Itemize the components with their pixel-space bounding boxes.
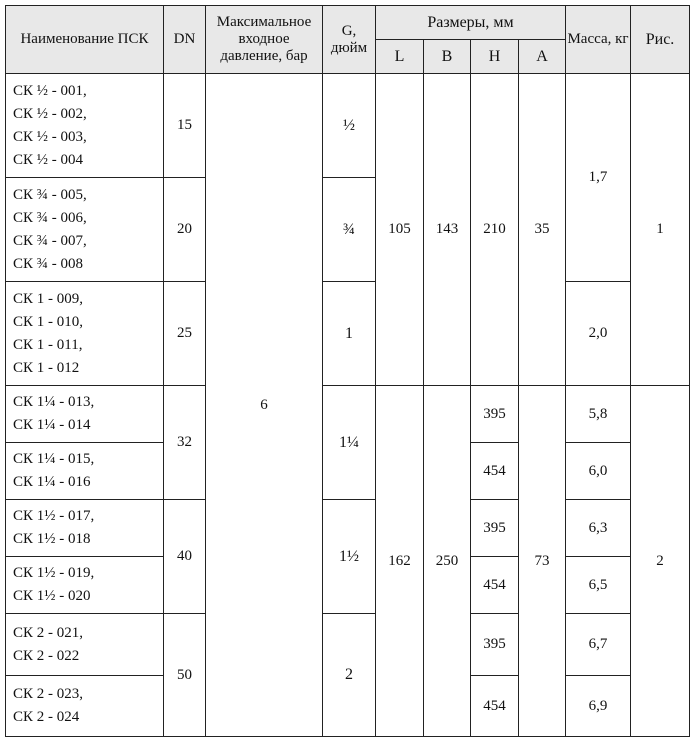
row-name bbox=[6, 614, 164, 676]
header-pressure: Максимальное входное давление, бар bbox=[206, 6, 323, 74]
psk-spec-table bbox=[5, 5, 690, 737]
name-line: СК 1 - 011, bbox=[13, 336, 83, 353]
h-cell: 454 bbox=[471, 443, 519, 500]
name-line: СК ¾ - 008 bbox=[13, 255, 84, 272]
name-line: СК 1¼ - 013, bbox=[13, 394, 95, 410]
dn-cell: 25 bbox=[164, 282, 206, 386]
mass-cell: 6,7 bbox=[566, 614, 631, 676]
header-mass: Масса, кг bbox=[566, 6, 631, 74]
name-line: СК 2 - 022 bbox=[13, 647, 80, 664]
header-b: B bbox=[424, 40, 471, 74]
dn-cell: 15 bbox=[164, 74, 206, 178]
header-name: Наименование ПСК bbox=[6, 6, 164, 74]
g-cell: 2 bbox=[323, 614, 376, 737]
h-cell: 395 bbox=[471, 386, 519, 443]
h-cell: 454 bbox=[471, 557, 519, 614]
row-name bbox=[6, 282, 164, 386]
fig-cell: 1 bbox=[631, 74, 690, 386]
g-cell: ½ bbox=[323, 74, 376, 178]
h-cell: 454 bbox=[471, 676, 519, 737]
name-line: СК 1½ - 020 bbox=[13, 588, 91, 604]
row-name bbox=[6, 500, 164, 557]
name-line: СК 1½ - 017, bbox=[13, 508, 95, 524]
mass-cell: 6,3 bbox=[566, 500, 631, 557]
dn-cell: 32 bbox=[164, 386, 206, 500]
l-cell: 162 bbox=[376, 386, 424, 737]
g-cell: 1¼ bbox=[323, 386, 376, 500]
mass-cell: 6,9 bbox=[566, 676, 631, 737]
header-h: H bbox=[471, 40, 519, 74]
header-sizes: Размеры, мм bbox=[376, 6, 566, 40]
row-name bbox=[6, 443, 164, 500]
a-cell: 73 bbox=[519, 386, 566, 737]
row-name bbox=[6, 386, 164, 443]
fig-cell: 2 bbox=[631, 386, 690, 737]
name-line: СК 1¼ - 016 bbox=[13, 474, 91, 490]
name-line: СК ¾ - 006, bbox=[13, 209, 87, 226]
g-cell: 1½ bbox=[323, 500, 376, 614]
b-cell: 250 bbox=[424, 386, 471, 737]
row-name bbox=[6, 676, 164, 737]
name-line: СК 1½ - 019, bbox=[13, 565, 95, 581]
mass-cell: 2,0 bbox=[566, 282, 631, 386]
h-cell: 210 bbox=[471, 74, 519, 386]
g-cell: 1 bbox=[323, 282, 376, 386]
row-name bbox=[6, 178, 164, 282]
b-cell: 143 bbox=[424, 74, 471, 386]
mass-cell: 6,5 bbox=[566, 557, 631, 614]
name-line: СК 2 - 024 bbox=[13, 709, 80, 725]
a-cell: 35 bbox=[519, 74, 566, 386]
name-line: СК 1 - 009, bbox=[13, 290, 84, 307]
header-fig: Рис. bbox=[631, 6, 690, 74]
pressure-cell: 6 bbox=[206, 74, 323, 737]
name-line: СК ½ - 003, bbox=[13, 128, 87, 145]
l-cell: 105 bbox=[376, 74, 424, 386]
g-cell: ¾ bbox=[323, 178, 376, 282]
dn-cell: 40 bbox=[164, 500, 206, 614]
h-cell: 395 bbox=[471, 500, 519, 557]
name-line: СК 1½ - 018 bbox=[13, 531, 91, 547]
name-line: СК ¾ - 005, bbox=[13, 186, 87, 203]
mass-cell: 6,0 bbox=[566, 443, 631, 500]
name-line: СК ½ - 004 bbox=[13, 151, 84, 168]
header-a: A bbox=[519, 40, 566, 74]
dn-cell: 20 bbox=[164, 178, 206, 282]
name-line: СК 1 - 010, bbox=[13, 313, 84, 330]
name-line: СК ¾ - 007, bbox=[13, 232, 87, 249]
header-l: L bbox=[376, 40, 424, 74]
name-line: СК 2 - 023, bbox=[13, 686, 84, 702]
row-name bbox=[6, 74, 164, 178]
name-line: СК ½ - 002, bbox=[13, 105, 87, 122]
name-line: СК 1¼ - 015, bbox=[13, 451, 95, 467]
mass-cell: 1,7 bbox=[566, 74, 631, 282]
name-line: СК 1 - 012 bbox=[13, 359, 80, 376]
name-line: СК 1¼ - 014 bbox=[13, 417, 91, 433]
header-g: G, дюйм bbox=[323, 6, 376, 74]
dn-cell: 50 bbox=[164, 614, 206, 737]
name-line: СК 2 - 021, bbox=[13, 624, 84, 641]
mass-cell: 5,8 bbox=[566, 386, 631, 443]
header-dn: DN bbox=[164, 6, 206, 74]
name-line: СК ½ - 001, bbox=[13, 82, 87, 99]
h-cell: 395 bbox=[471, 614, 519, 676]
row-name bbox=[6, 557, 164, 614]
